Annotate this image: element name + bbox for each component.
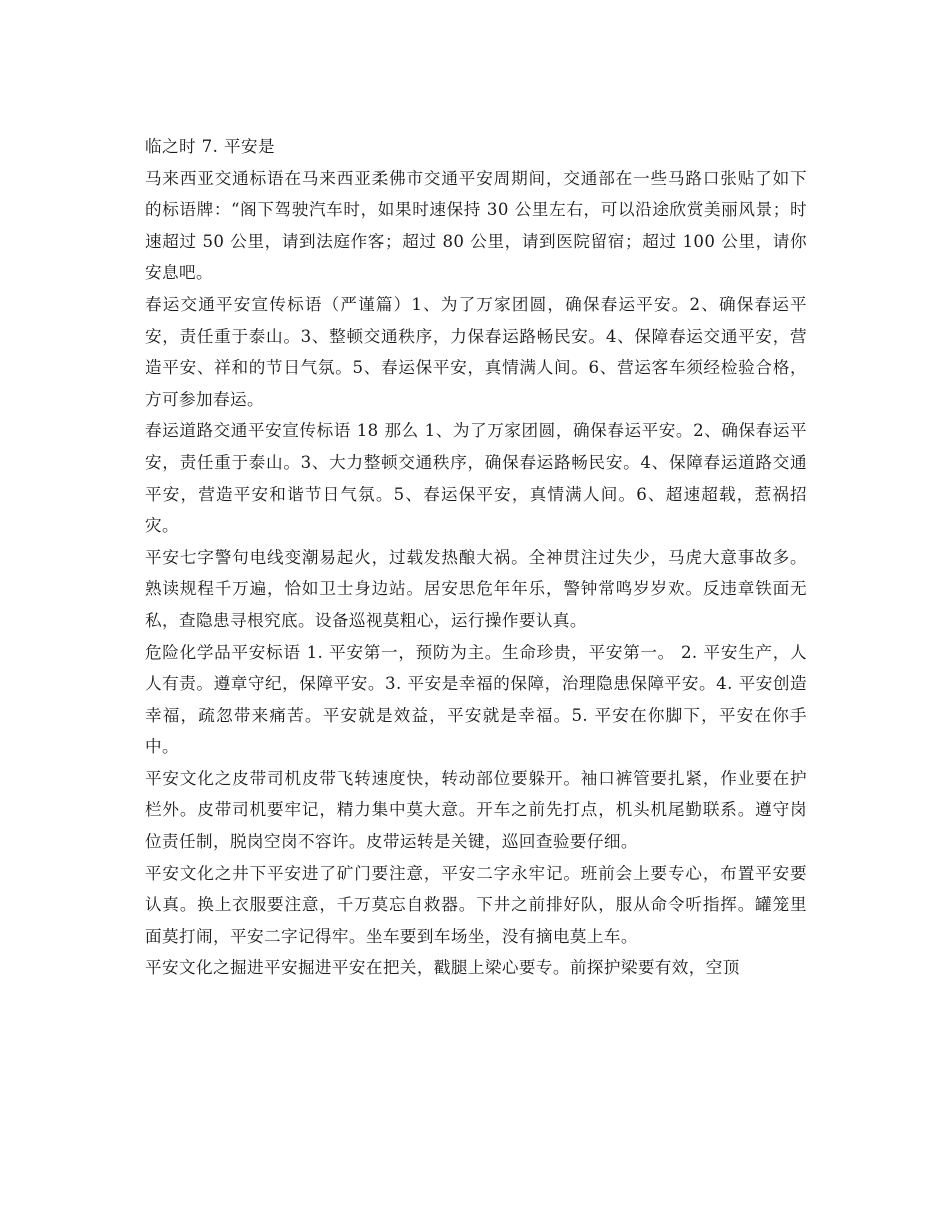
paragraph-safety-seven-char-verses: 平安七字警句电线变潮易起火，过载发热酿大祸。全神贯注过失少，马虎大意事故多。熟读规程千万遍，恰如卫士身边站。居安思危年年乐，警钟常鸣岁岁欢。反违章铁面无私，查隐患寻根究底。设备巡视莫粗心，运行操作要认真。	[145, 547, 807, 630]
paragraph-belt-driver-safety: 平安文化之皮带司机皮带飞转速度快，转动部位要躲开。袖口裤管要扎紧，作业要在护栏外。皮带司机要牢记，精力集中莫大意。开车之前先打点，机头机尾勤联系。遵守岗位责任制，脱岗空岗不容许。皮带运转是关键，巡回查验要仔细。	[145, 768, 807, 852]
paragraph-spring-festival-traffic-slogans: 春运交通平安宣传标语（严谨篇）1、为了万家团圆，确保春运平安。2、确保春运平安，责任重于泰山。3、整顿交通秩序，力保春运路畅民安。4、保障春运交通平安，营造平安、祥和的节日气氛。5、春运保平安，真情满人间。6、营运客车须经检验合格，方可参加春运。	[145, 294, 807, 409]
paragraph-malaysia-traffic-slogan: 马来西亚交通标语在马来西亚柔佛市交通平安周期间，交通部在一些马路口张贴了如下的标语牌：“阁下驾驶汽车时，如果时速保持 30 公里左右，可以沿途欣赏美丽风景；时速超过 50 公里，请到法庭作客；超过 80 公里，请到医院留宿；超过 100 公里，请你安息吧。	[145, 168, 807, 283]
paragraph-hazardous-chemicals-slogans: 危险化学品平安标语 1. 平安第一，预防为主。生命珍贵，平安第一。 2. 平安生产，人人有责。遵章守纪，保障平安。3. 平安是幸福的保障，治理隐患保障平安。4. 平安创造幸福，疏忽带来痛苦。平安就是效益，平安就是幸福。5. 平安在你脚下，平安在你手中。	[145, 642, 807, 757]
paragraph-spring-festival-road-slogans: 春运道路交通平安宣传标语 18 那么 1、为了万家团圆，确保春运平安。2、确保春运平安，责任重于泰山。3、大力整顿交通秩序，确保春运路畅民安。4、保障春运道路交通平安，营造平安和谐节日气氛。5、春运保平安，真情满人间。6、超速超载，惹祸招灾。	[145, 421, 807, 536]
paragraph-underground-safety: 平安文化之井下平安进了矿门要注意，平安二字永牢记。班前会上要专心，布置平安要认真。换上衣服要注意，千万莫忘自救器。下井之前排好队，服从命令听指挥。罐笼里面莫打闹，平安二字记得牢。坐车要到车场坐，没有摘电莫上车。	[145, 863, 807, 946]
paragraph-fragment-heading: 临之时 7. 平安是	[145, 137, 275, 156]
paragraph-tunneling-safety: 平安文化之掘进平安掘进平安在把关，戳腿上梁心要专。前探护梁要有效，空顶	[145, 958, 740, 978]
document-body	[145, 131, 807, 984]
